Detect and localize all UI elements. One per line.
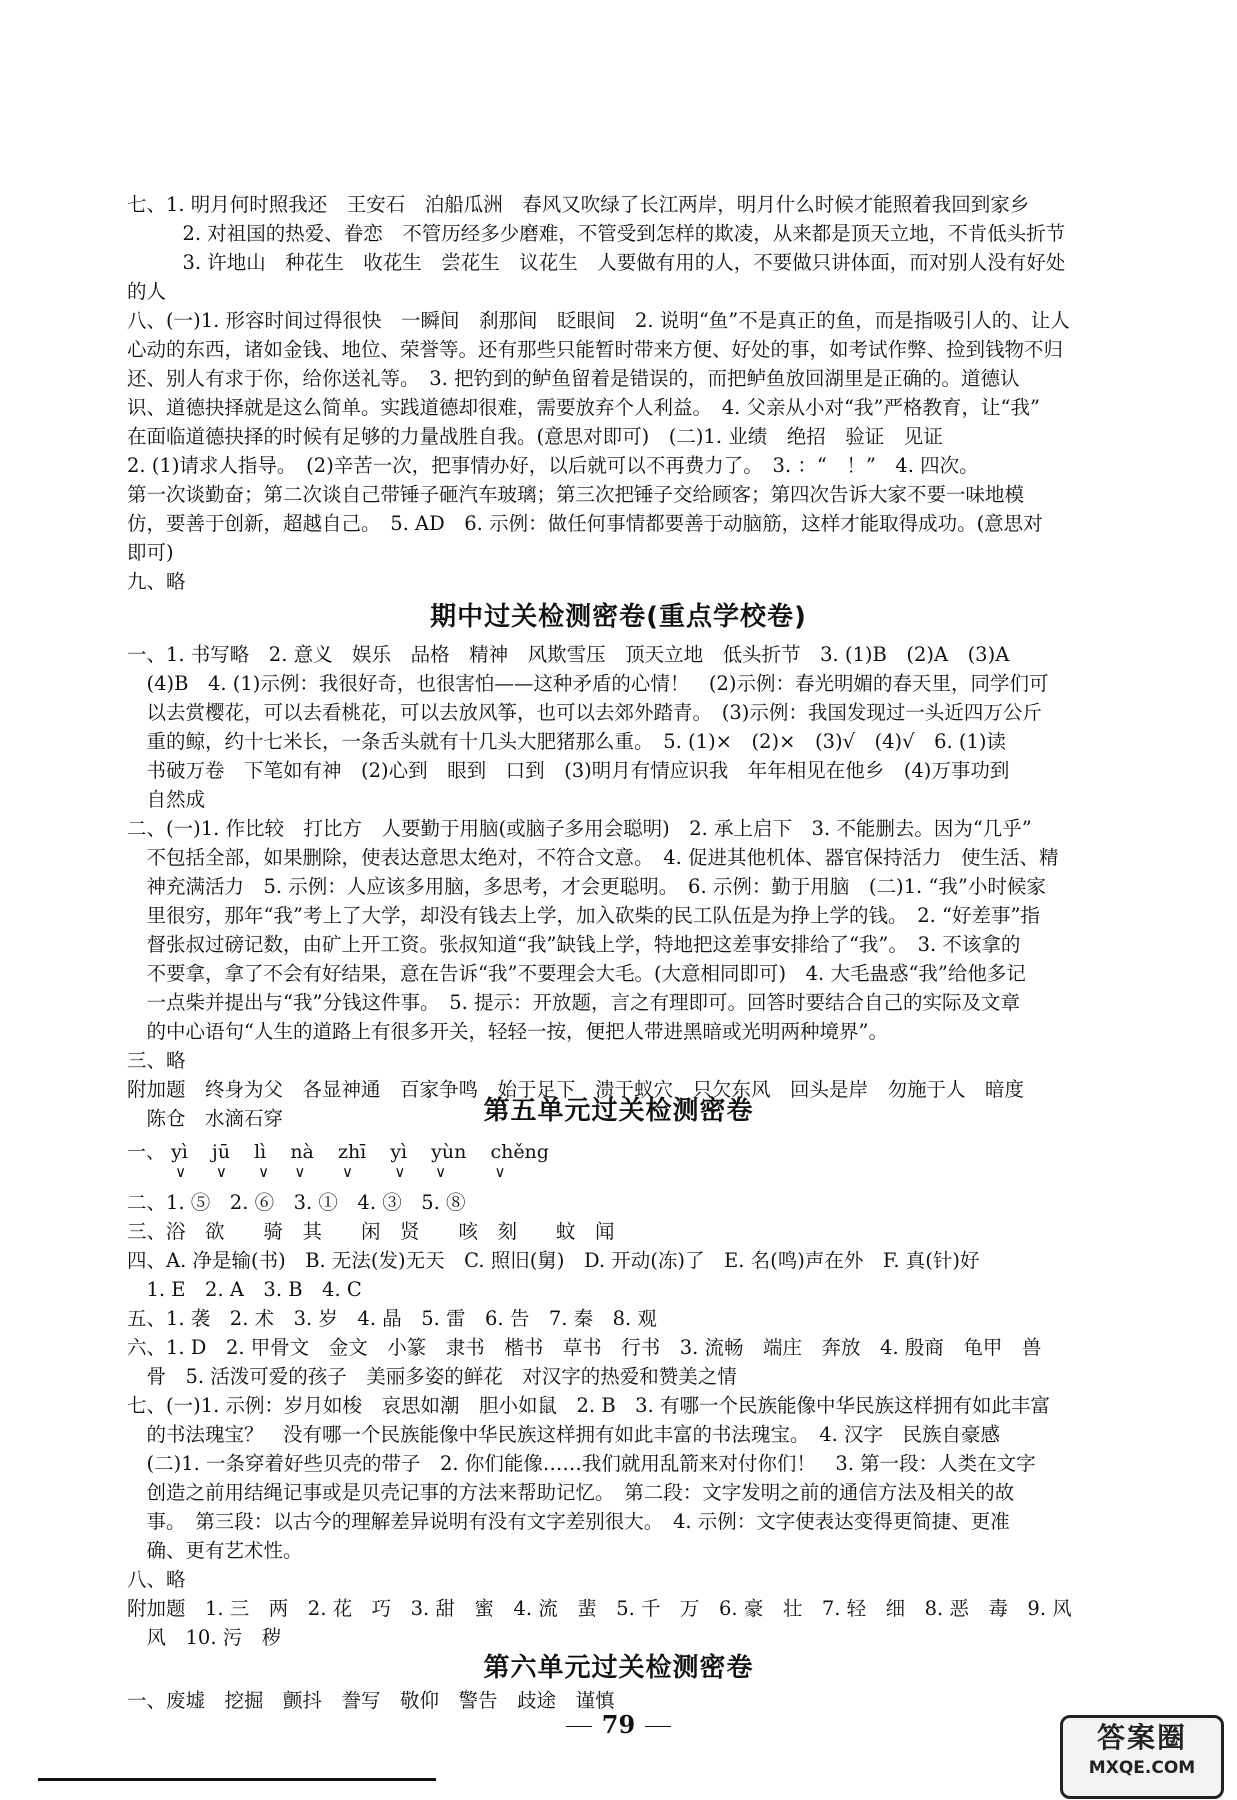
divider (38, 1778, 436, 1781)
text-line: 神充满活力 5. 示例：人应该多用脑，多思考，才会更聪明。 6. 示例：勤于用脑 (二)1. “我”小时候家 (127, 875, 1046, 898)
text-line: 七、(一)1. 示例：岁月如梭 哀思如潮 胆小如鼠 2. B 3. 有哪一个民族能像中华民族这样拥有如此丰富 (127, 1394, 1050, 1417)
text-line: 仿，要善于创新，超越自己。 5. AD 6. 示例：做任何事情都要善于动脑筋，这样才能取得成功。(意思对 (127, 512, 1043, 535)
text-line: 还、别人有求于你，给你送礼等。 3. 把钓到的鲈鱼留着是错误的，而把鲈鱼放回湖里是正确的。道德认 (127, 367, 1020, 390)
text-line: 三、略 (127, 1049, 186, 1072)
text-line: 一、1. 书写略 2. 意义 娱乐 品格 精神 风欺雪压 顶天立地 低头折节 3. (1)B (2)A (3)A (127, 643, 1010, 666)
text-line: 附加题 1. 三 两 2. 花 巧 3. 甜 蜜 4. 流 蜚 5. 千 万 6. 豪 壮 7. 轻 细 8. 恶 毒 9. 风 (127, 1597, 1072, 1620)
text-line: 2. 对祖国的热爱、眷恋 不管历经多少磨难，不管受到怎样的欺凌，从来都是顶天立地，不肯低头折节 (163, 222, 1066, 245)
text-line: 陈仓 水滴石穿 (127, 1107, 284, 1130)
text-line: 风 10. 污 秽 (127, 1626, 282, 1649)
section-heading-unit6: 第六单元过关检测密卷 (483, 1653, 754, 1683)
text-line: 自然成 (127, 788, 206, 811)
text-line: 心动的东西，诸如金钱、地位、荣誉等。还有那些只能暂时带来方便、好处的事，如考试作弊、捡到钱物不归 (127, 338, 1064, 361)
text-line: 的人 (127, 280, 167, 303)
text-line: 一、废墟 挖掘 颤抖 誊写 敬仰 警告 歧途 谨慎 (127, 1689, 615, 1712)
logo-title: 答案圈 (1096, 1721, 1187, 1754)
pinyin-answers (127, 1137, 567, 1181)
pinyin-item: yùn ∨ (431, 1141, 467, 1181)
text-line: 1. E 2. A 3. B 4. C (127, 1278, 362, 1301)
check-icon: ∨ (258, 1163, 270, 1181)
text-line: 四、A. 净是输(书) B. 无法(发)无天 C. 照旧(舅) D. 开动(冻)了 E. 名(鸣)声在外 F. 真(针)好 (127, 1249, 980, 1272)
section-midterm (127, 640, 1102, 1133)
text-line: 事。 第三段：以古今的理解差异说明有没有文字差别很大。 4. 示例：文字使表达变得更简捷、更准 (127, 1510, 1010, 1533)
text-line: 不要拿，拿了不会有好结果，意在告诉“我”不要理会大毛。(大意相同即可) 4. 大毛蛊惑“我”给他多记 (127, 962, 1026, 985)
pinyin-item: jū ∨ (211, 1141, 231, 1181)
text-line: 八、略 (127, 1568, 186, 1591)
check-icon: ∨ (215, 1163, 227, 1181)
text-line: 在面临道德抉择的时候有足够的力量战胜自我。(意思对即可) (二)1. 业绩 绝招 验证 见证 (127, 425, 943, 448)
text-line: 里很穷，那年“我”考上了大学，却没有钱去上学，加入砍柴的民工队伍是为挣上学的钱。 2. “好差事”指 (127, 904, 1040, 927)
text-line: 创造之前用结绳记事或是贝壳记事的方法来帮助记忆。 第二段：文字发明之前的通信方法及相关的故 (127, 1481, 1015, 1504)
text-line: 的中心语句“人生的道路上有很多开关，轻轻一按，便把人带进黑暗或光明两种境界”。 (127, 1020, 888, 1043)
logo-url: MXQE.COM (1088, 1758, 1196, 1778)
text-line: 八、(一)1. 形容时间过得很快 一瞬间 刹那间 眨眼间 2. 说明“鱼”不是真正的鱼，而是指吸引人的、让人 (127, 309, 1070, 332)
check-icon: ∨ (394, 1163, 406, 1181)
pinyin-item: zhī ∨ (337, 1141, 367, 1181)
page-number: 79 (0, 1710, 1237, 1739)
text-line: 二、1. ⑤ 2. ⑥ 3. ① 4. ③ 5. ⑧ (127, 1191, 466, 1214)
section-heading-unit5: 第五单元过关检测密卷 (483, 1096, 754, 1126)
text-line: 重的鲸，约十七米长，一条舌头就有十几头大肥猪那么重。 5. (1)× (2)× (3)√ (4)√ 6. (1)读 (127, 730, 1006, 753)
text-line: 确、更有艺术性。 (127, 1539, 303, 1562)
text-line: 督张叔过磅记数，由矿上开工资。张叔知道“我”缺钱上学，特地把这差事安排给了“我”。 3. 不该拿的 (127, 933, 1021, 956)
text-line: (4)B 4. (1)示例：我很好奇，也很害怕——这种矛盾的心情！ (2)示例：春光明媚的春天里，同学们可 (127, 672, 1049, 695)
text-line: 五、1. 袭 2. 术 3. 岁 4. 晶 5. 雷 6. 告 7. 秦 8. 观 (127, 1307, 657, 1330)
pinyin-item: lì ∨ (254, 1141, 270, 1181)
pinyin-item: chěng ∨ (490, 1141, 549, 1181)
divider (645, 1726, 671, 1727)
text-line: 骨 5. 活泼可爱的孩子 美丽多姿的鲜花 对汉字的热爱和赞美之情 (127, 1365, 737, 1388)
watermark-logo (1060, 1715, 1224, 1799)
text-line: 书破万卷 下笔如有神 (2)心到 眼到 口到 (3)明月有情应识我 年年相见在他乡 (4)万事功到 (127, 759, 1010, 782)
text-line: 的书法瑰宝？ 没有哪一个民族能像中华民族这样拥有如此丰富的书法瑰宝。 4. 汉字 民族自豪感 (127, 1423, 1001, 1446)
text-line: (二)1. 一条穿着好些贝壳的带子 2. 你们能像……我们就用乱箭来对付你们！ 3. 第一段：人类在文字 (127, 1452, 1036, 1475)
item-label: 一、 (127, 1141, 166, 1163)
text-line: 即可) (127, 541, 174, 564)
check-icon: ∨ (175, 1163, 187, 1181)
check-icon: ∨ (494, 1163, 506, 1181)
text-line: 3. 许地山 种花生 收花生 尝花生 议花生 人要做有用的人，不要做只讲体面，而对别人没有好处 (163, 251, 1066, 274)
check-icon: ∨ (294, 1163, 306, 1181)
section-heading-midterm: 期中过关检测密卷(重点学校卷) (430, 602, 807, 632)
text-line: 六、1. D 2. 甲骨文 金文 小篆 隶书 楷书 草书 行书 3. 流畅 端庄 奔放 4. 殷商 龟甲 兽 (127, 1336, 1042, 1359)
pinyin-item: nà ∨ (290, 1141, 314, 1181)
text-line: 三、浴 欲 骑 其 闲 贤 咳 刻 蚊 闻 (127, 1220, 615, 1243)
text-line: 七、1. 明月何时照我还 王安石 泊船瓜洲 春风又吹绿了长江两岸，明月什么时候才能照着我回到家乡 (127, 193, 1030, 216)
text-line: 识、道德抉择就是这么简单。实践道德却很难，需要放弃个人利益。 4. 父亲从小对“我”严格教育，让“我” (127, 396, 1040, 419)
text-line: 2. (1)请求人指导。 (2)辛苦一次，把事情办好，以后就可以不再费力了。 3. ：“ ！” 4. 四次。 (127, 454, 979, 477)
text-line: 九、略 (127, 570, 186, 593)
pinyin-item: yì ∨ (171, 1141, 188, 1181)
text-line: 一点柴并提出与“我”分钱这件事。 5. 提示：开放题，言之有理即可。回答时要结合自己的实际及文章 (127, 991, 1020, 1014)
text-line: 第一次谈勤奋；第二次谈自己带锤子砸汽车玻璃；第三次把锤子交给顾客；第四次告诉大家不要一味地模 (127, 483, 1025, 506)
check-icon: ∨ (341, 1163, 353, 1181)
text-line: 不包括全部，如果删除，使表达意思太绝对，不符合文意。 4. 促进其他机体、器官保持活力 使生活、精 (127, 846, 1059, 869)
check-icon: ∨ (435, 1163, 447, 1181)
section-unit5 (127, 1188, 1102, 1652)
text-line: 二、(一)1. 作比较 打比方 人要勤于用脑(或脑子多用会聪明) 2. 承上启下 3. 不能删去。因为“几乎” (127, 817, 1032, 840)
pinyin-item: yì ∨ (390, 1141, 408, 1181)
section-top (127, 190, 1102, 596)
text-line: 附加题 终身为父 各显神通 百家争鸣 始于足下 溃于蚁穴 只欠东风 回头是岸 勿施于人 暗度 (127, 1078, 1025, 1101)
divider (566, 1726, 592, 1727)
text-line: 以去赏樱花，可以去看桃花，可以去放风筝，也可以去郊外踏青。 (3)示例：我国发现过一头近四万公斤 (127, 701, 1042, 724)
